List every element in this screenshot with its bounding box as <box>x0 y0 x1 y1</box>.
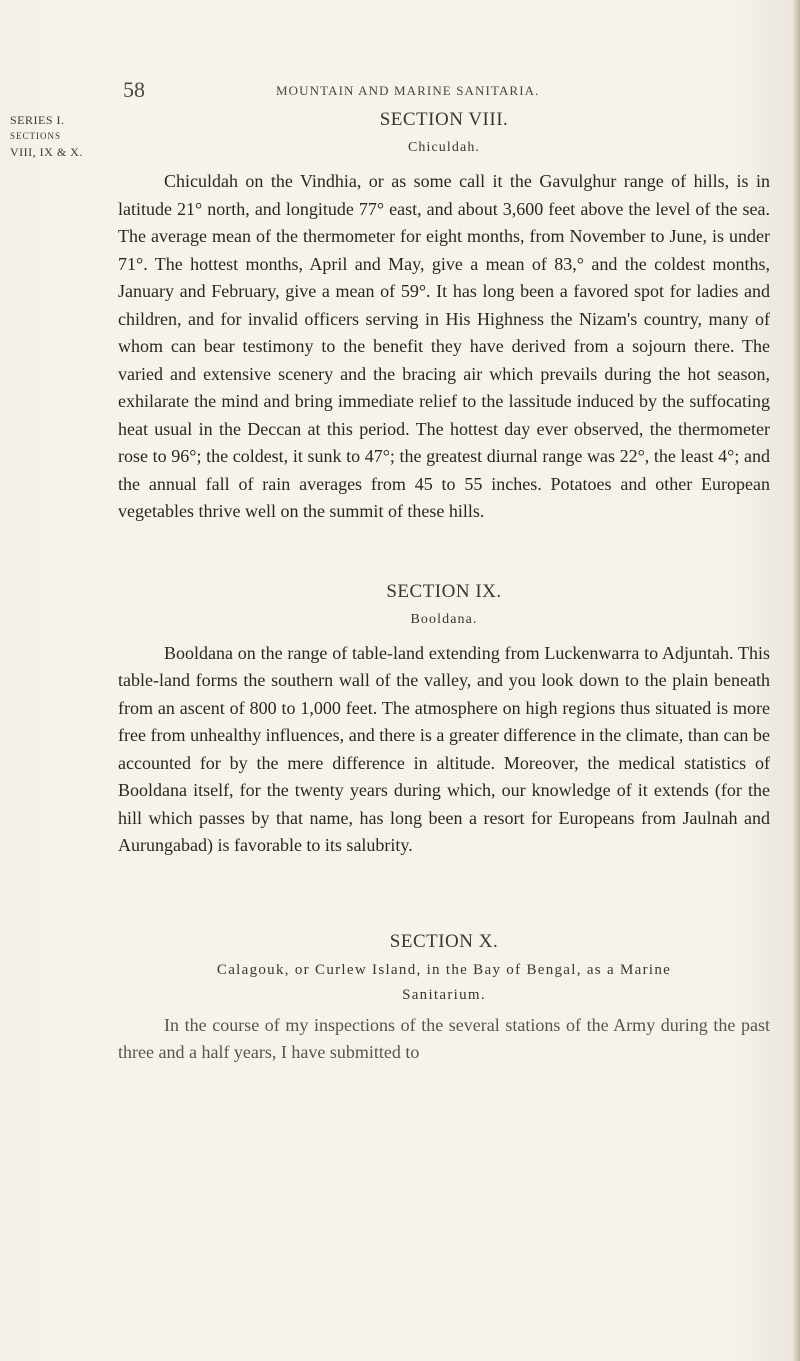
section-ix-paragraph: Booldana on the range of table-land extending from Luckenwarra to Adjuntah. This table-land forms the southern wall of the valley, and you look down to the plain beneath from an ascent of 800 to 1,000 feet. The atmosphere on high regions thus situated is more free from unhealthy influences, and there is a greater difference in the climate, than can be accounted for by the mere difference in altitude. Moreover, the medical statistics of Booldana itself, for the twenty years during which, our knowledge of it extends (for the hill which passes by that name, has long been a resort for Europeans from Jaulnah and Aurungabad) is favorable to its salubrity. <box>118 642 770 855</box>
section-viii-subheading: Chiculdah. <box>407 140 481 155</box>
margin-sections-list: VIII, IX & X. <box>10 145 83 159</box>
page-number: 58 <box>123 77 145 102</box>
section-x-paragraph: In the course of my inspections of the several stations of the Army during the past three and a half years, I have submitted to <box>118 1014 770 1062</box>
section-viii-paragraph: Chiculdah on the Vindhia, or as some call it the Gavulghur range of hills, is in latitude 21° north, and longitude 77° east, and about 3,600 feet above the level of the sea. The average mean of the thermometer for eight months, from November to June, is under 71°. The hottest months, April and May, give a mean of 83,° and the coldest months, January and February, give a mean of 59°. It has long been a favored spot for ladies and children, and for invalid officers serving in His Highness the Nizam's country, many of whom can bear testimony to the benefit they have derived from a sojourn there. The varied and extensive scenery and the bracing air which prevails during the hot season, exhilarate the mind and bring immediate relief to the lassitude induced by the suffocating heat usual in the Deccan at this period. The hottest day ever observed, the thermometer rose to 96°; the coldest, it sunk to 47°; the greatest diurnal range was 22°, the least 4°; and the annual fall of rain averages from 45 to 55 inches. Potatoes and other European vegetables thrive well on the summit of these hills. <box>118 171 770 521</box>
running-head: MOUNTAIN AND MARINE SANITARIA. <box>276 83 540 98</box>
margin-series: SERIES I. <box>10 113 65 127</box>
section-x-subheading-line1: Calagouk, or Curlew Island, in the Bay of Bengal, as a Marine <box>216 961 672 978</box>
section-x-heading: SECTION X. <box>389 930 499 952</box>
page-edge <box>793 0 800 1361</box>
section-viii-heading: SECTION VIII. <box>379 109 509 130</box>
body-text <box>118 106 770 1067</box>
section-ix-heading: SECTION IX. <box>386 580 502 602</box>
section-ix-subheading: Booldana. <box>410 611 478 627</box>
section-x <box>118 928 770 1067</box>
section-viii <box>118 106 770 526</box>
margin-note <box>10 112 92 160</box>
margin-sections-word: SECTIONS <box>10 131 62 141</box>
section-x-subheading <box>118 958 770 1008</box>
section-x-subheading-line2: Sanitarium. <box>402 986 486 1003</box>
section-ix <box>118 578 770 860</box>
